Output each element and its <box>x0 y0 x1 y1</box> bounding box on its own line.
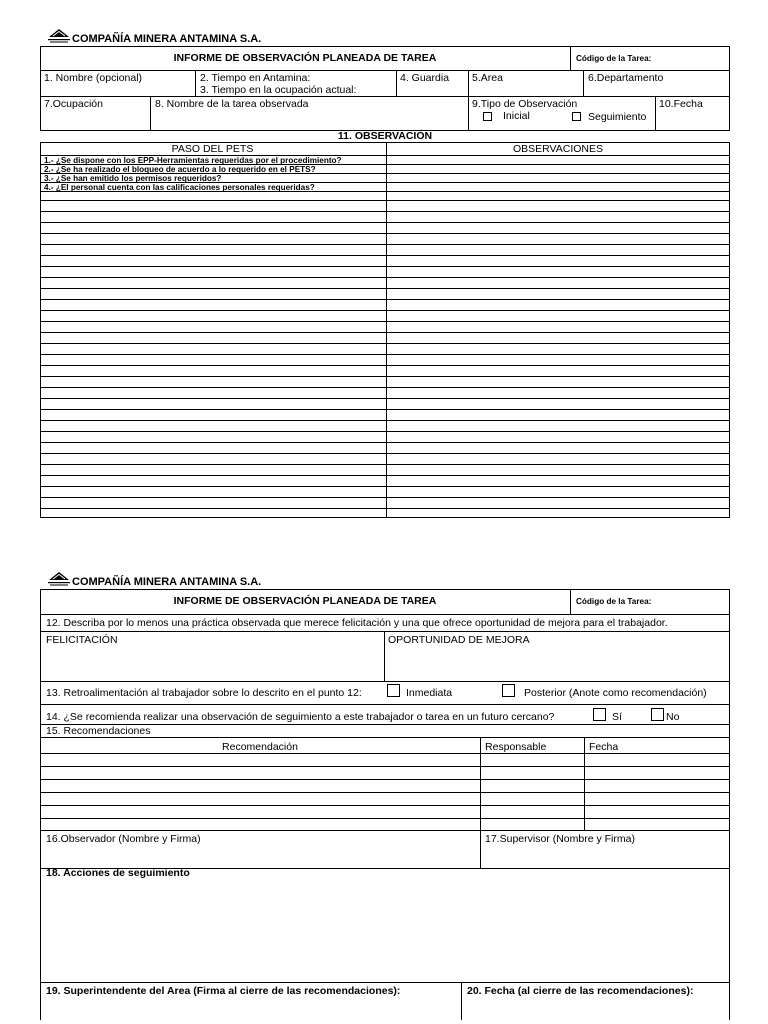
table-row-line <box>40 182 730 183</box>
table-row-line <box>40 233 730 234</box>
field-tiempo-antamina[interactable]: 2. Tiempo en Antamina: <box>200 72 311 84</box>
field-supervisor[interactable]: 17.Supervisor (Nombre y Firma) <box>485 833 635 845</box>
company-name: COMPAÑÍA MINERA ANTAMINA S.A. <box>72 33 262 45</box>
field-departamento[interactable]: 6.Departamento <box>588 72 664 84</box>
field-acciones-seguimiento[interactable]: 18. Acciones de seguimiento <box>46 867 190 879</box>
column-recomendacion: Recomendación <box>222 741 298 753</box>
table-row-line <box>40 354 730 355</box>
field-fecha[interactable]: 10.Fecha <box>659 98 703 110</box>
field-oportunidad-mejora[interactable]: OPORTUNIDAD DE MEJORA <box>388 634 530 646</box>
table-row-line <box>40 343 730 344</box>
table-row-line <box>40 321 730 322</box>
table-row-line <box>40 266 730 267</box>
label-inmediata: Inmediata <box>406 687 453 699</box>
table-row-line <box>40 288 730 289</box>
checkbox-no[interactable] <box>651 708 664 721</box>
label-seguimiento: Seguimiento <box>588 111 647 123</box>
checkbox-posterior[interactable] <box>502 684 515 697</box>
label-posterior: Posterior (Anote como recomendación) <box>524 687 707 699</box>
form-title: INFORME DE OBSERVACIÓN PLANEADA DE TAREA <box>173 595 437 607</box>
form-title: INFORME DE OBSERVACIÓN PLANEADA DE TAREA <box>173 52 437 64</box>
observation-table <box>40 142 730 518</box>
table-row-line <box>40 753 730 754</box>
question-1: 1.- ¿Se dispone con los EPP-Herramientas requeridas por el procedimiento? <box>44 156 342 165</box>
field-observador[interactable]: 16.Observador (Nombre y Firma) <box>46 833 201 845</box>
column-responsable: Responsable <box>485 741 547 753</box>
table-row-line <box>40 779 730 780</box>
table-row-line <box>40 200 730 201</box>
table-row-line <box>40 431 730 432</box>
checkbox-si[interactable] <box>593 708 606 721</box>
table-row-line <box>40 332 730 333</box>
table-row-line <box>40 442 730 443</box>
table-row-line <box>40 420 730 421</box>
table-row-line <box>40 792 730 793</box>
checkbox-inicial[interactable] <box>483 112 492 121</box>
question-3: 3.- ¿Se han emitido los permisos requeridos? <box>44 174 222 183</box>
table-row-line <box>40 299 730 300</box>
label-no: No <box>666 711 680 723</box>
table-row-line <box>40 398 730 399</box>
antamina-logo-icon <box>46 570 72 588</box>
table-row-line <box>40 508 730 509</box>
field-nombre-tarea[interactable]: 8. Nombre de la tarea observada <box>155 98 309 110</box>
table-row-line <box>40 155 730 156</box>
company-name: COMPAÑÍA MINERA ANTAMINA S.A. <box>72 576 262 588</box>
question-12: 12. Describa por lo menos una práctica observada que merece felicitación y una que ofrece oportunidad de mejora para el trabajador. <box>46 617 668 629</box>
table-row-line <box>40 277 730 278</box>
field-ocupacion[interactable]: 7.Ocupación <box>44 98 103 110</box>
table-row-line <box>40 766 730 767</box>
task-code-label: Código de la Tarea: <box>576 54 652 63</box>
field-superintendente[interactable]: 19. Superintendente del Area (Firma al cierre de las recomendaciones): <box>46 985 401 997</box>
table-row-line <box>40 486 730 487</box>
table-row-line <box>40 255 730 256</box>
table-row-line <box>40 376 730 377</box>
field-nombre[interactable]: 1. Nombre (opcional) <box>44 72 143 84</box>
column-observaciones: OBSERVACIONES <box>512 143 604 155</box>
checkbox-inmediata[interactable] <box>387 684 400 697</box>
table-row-line <box>40 497 730 498</box>
column-paso-pets: PASO DEL PETS <box>171 143 254 155</box>
field-felicitacion[interactable]: FELICITACIÓN <box>46 634 118 646</box>
table-row-line <box>40 310 730 311</box>
label-si: Sí <box>612 711 622 723</box>
table-row-line <box>40 365 730 366</box>
table-row-line <box>40 387 730 388</box>
observation-title: 11. OBSERVACIÓN <box>337 130 433 142</box>
table-row-line <box>40 211 730 212</box>
table-row-line <box>40 805 730 806</box>
field-tipo-observacion: 9.Tipo de Observación <box>472 98 578 110</box>
table-row-line <box>40 222 730 223</box>
question-14: 14. ¿Se recomienda realizar una observación de seguimiento a este trabajador o tarea en un futuro cercano? <box>46 711 555 723</box>
field-area[interactable]: 5.Area <box>472 72 503 84</box>
antamina-logo-icon <box>46 27 72 45</box>
table-row-line <box>40 409 730 410</box>
column-fecha: Fecha <box>589 741 619 753</box>
table-row-line <box>40 244 730 245</box>
label-inicial: Inicial <box>503 110 530 122</box>
question-13: 13. Retroalimentación al trabajador sobre lo descrito en el punto 12: <box>46 687 362 699</box>
question-15: 15. Recomendaciones <box>46 725 151 737</box>
table-row-line <box>40 464 730 465</box>
table-row-line <box>40 191 730 192</box>
checkbox-seguimiento[interactable] <box>572 112 581 121</box>
field-fecha-cierre[interactable]: 20. Fecha (al cierre de las recomendaciones): <box>467 985 694 997</box>
table-row-line <box>40 475 730 476</box>
task-code-label: Código de la Tarea: <box>576 597 652 606</box>
field-tiempo-ocupacion[interactable]: 3. Tiempo en la ocupación actual: <box>200 84 357 96</box>
question-2: 2.- ¿Se ha realizado el bloqueo de acuerdo a lo requerido en el PETS? <box>44 165 316 174</box>
field-guardia[interactable]: 4. Guardia <box>400 72 450 84</box>
question-4: 4.- ¿El personal cuenta con las calificaciones personales requeridas? <box>44 183 315 192</box>
table-row-line <box>40 818 730 819</box>
table-row-line <box>40 164 730 165</box>
table-row-line <box>40 173 730 174</box>
table-row-line <box>40 453 730 454</box>
